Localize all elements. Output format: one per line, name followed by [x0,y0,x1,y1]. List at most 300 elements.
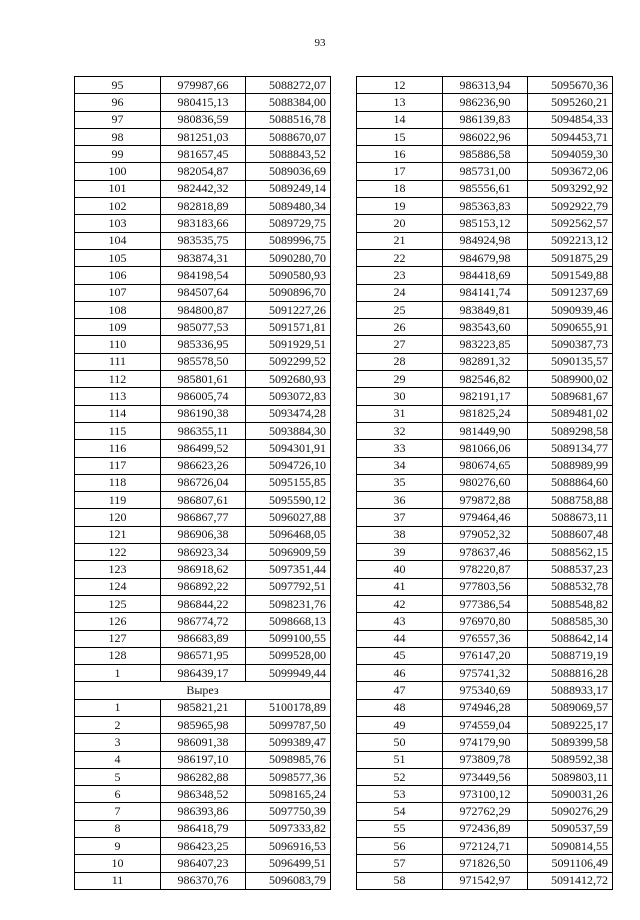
point-number-cell: 15 [357,128,443,145]
table-row [357,699,613,716]
y-coordinate-cell: 5088673,11 [528,509,613,526]
point-number-cell: 104 [75,232,161,249]
point-number-cell: 4 [75,751,161,768]
table-row [357,284,613,301]
x-coordinate-cell: 986091,38 [161,734,246,751]
table-row [357,371,613,388]
y-coordinate-cell: 5090537,59 [528,820,613,837]
x-coordinate-cell: 984924,98 [443,232,528,249]
x-coordinate-cell: 986807,61 [161,492,246,509]
y-coordinate-cell: 5094726,10 [246,457,331,474]
point-number-cell: 97 [75,111,161,128]
table-row [357,838,613,855]
y-coordinate-cell: 5092299,52 [246,353,331,370]
point-number-cell: 1 [75,699,161,716]
table-row [75,267,331,284]
table-row [75,509,331,526]
x-coordinate-cell: 986236,90 [443,94,528,111]
y-coordinate-cell: 5098985,76 [246,751,331,768]
x-coordinate-cell: 980276,60 [443,474,528,491]
x-coordinate-cell: 974946,28 [443,699,528,716]
point-number-cell: 7 [75,803,161,820]
table-row [75,613,331,630]
table-row [75,215,331,232]
y-coordinate-cell: 5090280,70 [246,249,331,266]
x-coordinate-cell: 981657,45 [161,146,246,163]
y-coordinate-cell: 5088548,82 [528,595,613,612]
x-coordinate-cell: 982191,17 [443,388,528,405]
point-number-cell: 11 [75,872,161,889]
y-coordinate-cell: 5092562,57 [528,215,613,232]
table-row [75,457,331,474]
table-row [357,422,613,439]
y-coordinate-cell: 5090896,70 [246,284,331,301]
y-coordinate-cell: 5093474,28 [246,405,331,422]
y-coordinate-cell: 5098165,24 [246,786,331,803]
table-row [357,492,613,509]
y-coordinate-cell: 5089996,75 [246,232,331,249]
table-row [75,820,331,837]
y-coordinate-cell: 5090031,26 [528,786,613,803]
point-number-cell: 41 [357,578,443,595]
point-number-cell: 6 [75,786,161,803]
table-row [75,872,331,889]
y-coordinate-cell: 5096909,59 [246,544,331,561]
y-coordinate-cell: 5090580,93 [246,267,331,284]
x-coordinate-cell: 984141,74 [443,284,528,301]
y-coordinate-cell: 5090655,91 [528,319,613,336]
y-coordinate-cell: 5090135,57 [528,353,613,370]
table-row [357,544,613,561]
point-number-cell: 119 [75,492,161,509]
y-coordinate-cell: 5095260,21 [528,94,613,111]
point-number-cell: 51 [357,751,443,768]
y-coordinate-cell: 5092922,79 [528,198,613,215]
point-number-cell: 47 [357,682,443,699]
table-row [75,665,331,682]
x-coordinate-cell: 985731,00 [443,163,528,180]
y-coordinate-cell: 5088933,17 [528,682,613,699]
x-coordinate-cell: 985965,98 [161,716,246,733]
point-number-cell: 125 [75,595,161,612]
y-coordinate-cell: 5096027,88 [246,509,331,526]
table-row [75,232,331,249]
y-coordinate-cell: 5089681,67 [528,388,613,405]
point-number-cell: 37 [357,509,443,526]
table-row [357,215,613,232]
y-coordinate-cell: 5091571,81 [246,319,331,336]
x-coordinate-cell: 981449,90 [443,422,528,439]
x-coordinate-cell: 986139,83 [443,111,528,128]
y-coordinate-cell: 5098231,76 [246,595,331,612]
x-coordinate-cell: 982546,82 [443,371,528,388]
point-number-cell: 53 [357,786,443,803]
x-coordinate-cell: 985153,12 [443,215,528,232]
y-coordinate-cell: 5098577,36 [246,768,331,785]
table-row [357,716,613,733]
point-number-cell: 12 [357,77,443,94]
y-coordinate-cell: 5089480,34 [246,198,331,215]
point-number-cell: 118 [75,474,161,491]
y-coordinate-cell: 5094453,71 [528,128,613,145]
point-number-cell: 2 [75,716,161,733]
table-row [357,146,613,163]
x-coordinate-cell: 976970,80 [443,613,528,630]
point-number-cell: 25 [357,301,443,318]
point-number-cell: 32 [357,422,443,439]
point-number-cell: 108 [75,301,161,318]
y-coordinate-cell: 5095670,36 [528,77,613,94]
y-coordinate-cell: 5097333,82 [246,820,331,837]
x-coordinate-cell: 984507,64 [161,284,246,301]
x-coordinate-cell: 978220,87 [443,561,528,578]
coordinates-table-left-body [75,77,331,890]
table-row [357,820,613,837]
table-row [357,578,613,595]
x-coordinate-cell: 983543,60 [443,319,528,336]
table-row [357,267,613,284]
x-coordinate-cell: 980415,13 [161,94,246,111]
point-number-cell: 10 [75,855,161,872]
y-coordinate-cell: 5088719,19 [528,647,613,664]
point-number-cell: 122 [75,544,161,561]
x-coordinate-cell: 976557,36 [443,630,528,647]
y-coordinate-cell: 5100178,89 [246,699,331,716]
y-coordinate-cell: 5088516,78 [246,111,331,128]
point-number-cell: 34 [357,457,443,474]
point-number-cell: 46 [357,665,443,682]
table-row [357,198,613,215]
y-coordinate-cell: 5097792,51 [246,578,331,595]
y-coordinate-cell: 5088562,15 [528,544,613,561]
point-number-cell: 35 [357,474,443,491]
table-row [357,232,613,249]
x-coordinate-cell: 973809,78 [443,751,528,768]
table-row [75,544,331,561]
x-coordinate-cell: 977386,54 [443,595,528,612]
y-coordinate-cell: 5088585,30 [528,613,613,630]
x-coordinate-cell: 985077,53 [161,319,246,336]
y-coordinate-cell: 5089036,69 [246,163,331,180]
x-coordinate-cell: 986623,26 [161,457,246,474]
point-number-cell: 107 [75,284,161,301]
table-row [75,319,331,336]
point-number-cell: 111 [75,353,161,370]
y-coordinate-cell: 5090387,73 [528,336,613,353]
table-row [75,768,331,785]
coordinates-table-left [74,76,331,890]
table-row [357,647,613,664]
table-row [75,716,331,733]
x-coordinate-cell: 986918,62 [161,561,246,578]
x-coordinate-cell: 984800,87 [161,301,246,318]
y-coordinate-cell: 5091549,88 [528,267,613,284]
table-row [357,180,613,197]
point-number-cell: 1 [75,665,161,682]
point-number-cell: 128 [75,647,161,664]
x-coordinate-cell: 973100,12 [443,786,528,803]
table-row [357,405,613,422]
y-coordinate-cell: 5090814,55 [528,838,613,855]
y-coordinate-cell: 5091227,26 [246,301,331,318]
table-row [75,284,331,301]
table-row [75,249,331,266]
table-row [75,94,331,111]
point-number-cell: 19 [357,198,443,215]
y-coordinate-cell: 5088384,00 [246,94,331,111]
point-number-cell: 58 [357,872,443,889]
x-coordinate-cell: 986370,76 [161,872,246,889]
x-coordinate-cell: 985821,21 [161,699,246,716]
table-row [75,595,331,612]
y-coordinate-cell: 5089481,02 [528,405,613,422]
x-coordinate-cell: 979872,88 [443,492,528,509]
table-row [357,319,613,336]
y-coordinate-cell: 5088537,23 [528,561,613,578]
x-coordinate-cell: 979464,46 [443,509,528,526]
point-number-cell: 105 [75,249,161,266]
point-number-cell: 109 [75,319,161,336]
x-coordinate-cell: 986348,52 [161,786,246,803]
y-coordinate-cell: 5091875,29 [528,249,613,266]
x-coordinate-cell: 981066,06 [443,440,528,457]
point-number-cell: 8 [75,820,161,837]
point-number-cell: 126 [75,613,161,630]
x-coordinate-cell: 977803,56 [443,578,528,595]
x-coordinate-cell: 985556,61 [443,180,528,197]
table-row [357,786,613,803]
y-coordinate-cell: 5096083,79 [246,872,331,889]
y-coordinate-cell: 5092213,12 [528,232,613,249]
point-number-cell: 9 [75,838,161,855]
x-coordinate-cell: 986906,38 [161,526,246,543]
x-coordinate-cell: 986923,34 [161,544,246,561]
y-coordinate-cell: 5091412,72 [528,872,613,889]
x-coordinate-cell: 979987,66 [161,77,246,94]
x-coordinate-cell: 986571,95 [161,647,246,664]
table-row [75,699,331,716]
y-coordinate-cell: 5094301,91 [246,440,331,457]
table-row [75,198,331,215]
y-coordinate-cell: 5089900,02 [528,371,613,388]
table-row [357,803,613,820]
point-number-cell: 102 [75,198,161,215]
table-row [75,371,331,388]
y-coordinate-cell: 5099528,00 [246,647,331,664]
y-coordinate-cell: 5089592,38 [528,751,613,768]
point-number-cell: 110 [75,336,161,353]
y-coordinate-cell: 5093072,83 [246,388,331,405]
point-number-cell: 120 [75,509,161,526]
table-row [75,128,331,145]
point-number-cell: 18 [357,180,443,197]
table-row [75,734,331,751]
table-row [357,301,613,318]
point-number-cell: 5 [75,768,161,785]
table-row [75,353,331,370]
table-row [357,77,613,94]
x-coordinate-cell: 986726,04 [161,474,246,491]
point-number-cell: 13 [357,94,443,111]
y-coordinate-cell: 5088989,99 [528,457,613,474]
x-coordinate-cell: 982891,32 [443,353,528,370]
point-number-cell: 100 [75,163,161,180]
point-number-cell: 115 [75,422,161,439]
table-row [75,786,331,803]
y-coordinate-cell: 5097750,39 [246,803,331,820]
table-row [357,111,613,128]
y-coordinate-cell: 5099949,44 [246,665,331,682]
x-coordinate-cell: 981825,24 [443,405,528,422]
point-number-cell: 49 [357,716,443,733]
x-coordinate-cell: 985886,58 [443,146,528,163]
y-coordinate-cell: 5099787,50 [246,716,331,733]
table-row [357,595,613,612]
y-coordinate-cell: 5099389,47 [246,734,331,751]
point-number-cell: 99 [75,146,161,163]
point-number-cell: 52 [357,768,443,785]
table-row [357,128,613,145]
x-coordinate-cell: 986774,72 [161,613,246,630]
point-number-cell: 123 [75,561,161,578]
x-coordinate-cell: 974559,04 [443,716,528,733]
table-row [75,301,331,318]
point-number-cell: 42 [357,595,443,612]
point-number-cell: 21 [357,232,443,249]
x-coordinate-cell: 982442,32 [161,180,246,197]
y-coordinate-cell: 5093672,06 [528,163,613,180]
y-coordinate-cell: 5088607,48 [528,526,613,543]
y-coordinate-cell: 5088758,88 [528,492,613,509]
table-row [75,492,331,509]
x-coordinate-cell: 978637,46 [443,544,528,561]
table-row [357,249,613,266]
point-number-cell: 55 [357,820,443,837]
y-coordinate-cell: 5089249,14 [246,180,331,197]
x-coordinate-cell: 986683,89 [161,630,246,647]
page-number: 93 [314,37,326,49]
table-row [357,526,613,543]
x-coordinate-cell: 980836,59 [161,111,246,128]
y-coordinate-cell: 5093292,92 [528,180,613,197]
table-row [75,561,331,578]
point-number-cell: 38 [357,526,443,543]
table-row [357,336,613,353]
point-number-cell: 24 [357,284,443,301]
table-row [75,405,331,422]
table-row [75,647,331,664]
y-coordinate-cell: 5092680,93 [246,371,331,388]
table-row [75,526,331,543]
coordinates-table-right [356,76,613,890]
y-coordinate-cell: 5096916,53 [246,838,331,855]
y-coordinate-cell: 5091106,49 [528,855,613,872]
y-coordinate-cell: 5091929,51 [246,336,331,353]
point-number-cell: 17 [357,163,443,180]
y-coordinate-cell: 5090939,46 [528,301,613,318]
table-row [357,734,613,751]
x-coordinate-cell: 985336,95 [161,336,246,353]
point-number-cell: 31 [357,405,443,422]
table-row [75,422,331,439]
x-coordinate-cell: 986867,77 [161,509,246,526]
point-number-cell: 43 [357,613,443,630]
x-coordinate-cell: 973449,56 [443,768,528,785]
coordinates-table-right-body [357,77,613,890]
table-row [357,163,613,180]
point-number-cell: 40 [357,561,443,578]
x-coordinate-cell: 971542,97 [443,872,528,889]
y-coordinate-cell: 5089803,11 [528,768,613,785]
table-row [357,751,613,768]
point-number-cell: 57 [357,855,443,872]
x-coordinate-cell: 986892,22 [161,578,246,595]
table-row [75,838,331,855]
x-coordinate-cell: 985801,61 [161,371,246,388]
point-number-cell: 28 [357,353,443,370]
table-row [357,457,613,474]
x-coordinate-cell: 986190,38 [161,405,246,422]
point-number-cell: 23 [357,267,443,284]
y-coordinate-cell: 5088816,28 [528,665,613,682]
x-coordinate-cell: 986407,23 [161,855,246,872]
table-row [357,872,613,889]
table-row [75,855,331,872]
table-row [75,163,331,180]
y-coordinate-cell: 5089729,75 [246,215,331,232]
x-coordinate-cell: 975741,32 [443,665,528,682]
table-row [75,474,331,491]
point-number-cell: 20 [357,215,443,232]
x-coordinate-cell: 974179,90 [443,734,528,751]
x-coordinate-cell: 982818,89 [161,198,246,215]
x-coordinate-cell: 976147,20 [443,647,528,664]
y-coordinate-cell: 5095155,85 [246,474,331,491]
x-coordinate-cell: 981251,03 [161,128,246,145]
y-coordinate-cell: 5093884,30 [246,422,331,439]
y-coordinate-cell: 5088532,78 [528,578,613,595]
table-row [75,336,331,353]
x-coordinate-cell: 986197,10 [161,751,246,768]
x-coordinate-cell: 983183,66 [161,215,246,232]
table-row [357,855,613,872]
section-row [75,682,331,699]
point-number-cell: 22 [357,249,443,266]
point-number-cell: 127 [75,630,161,647]
point-number-cell: 106 [75,267,161,284]
x-coordinate-cell: 972762,29 [443,803,528,820]
point-number-cell: 33 [357,440,443,457]
point-number-cell: 124 [75,578,161,595]
table-row [357,561,613,578]
x-coordinate-cell: 972124,71 [443,838,528,855]
x-coordinate-cell: 979052,32 [443,526,528,543]
x-coordinate-cell: 985363,83 [443,198,528,215]
table-row [357,388,613,405]
x-coordinate-cell: 986282,88 [161,768,246,785]
x-coordinate-cell: 983223,85 [443,336,528,353]
point-number-cell: 103 [75,215,161,232]
point-number-cell: 95 [75,77,161,94]
point-number-cell: 56 [357,838,443,855]
y-coordinate-cell: 5099100,55 [246,630,331,647]
point-number-cell: 14 [357,111,443,128]
table-row [75,77,331,94]
y-coordinate-cell: 5088272,07 [246,77,331,94]
point-number-cell: 45 [357,647,443,664]
y-coordinate-cell: 5088642,14 [528,630,613,647]
table-row [357,509,613,526]
